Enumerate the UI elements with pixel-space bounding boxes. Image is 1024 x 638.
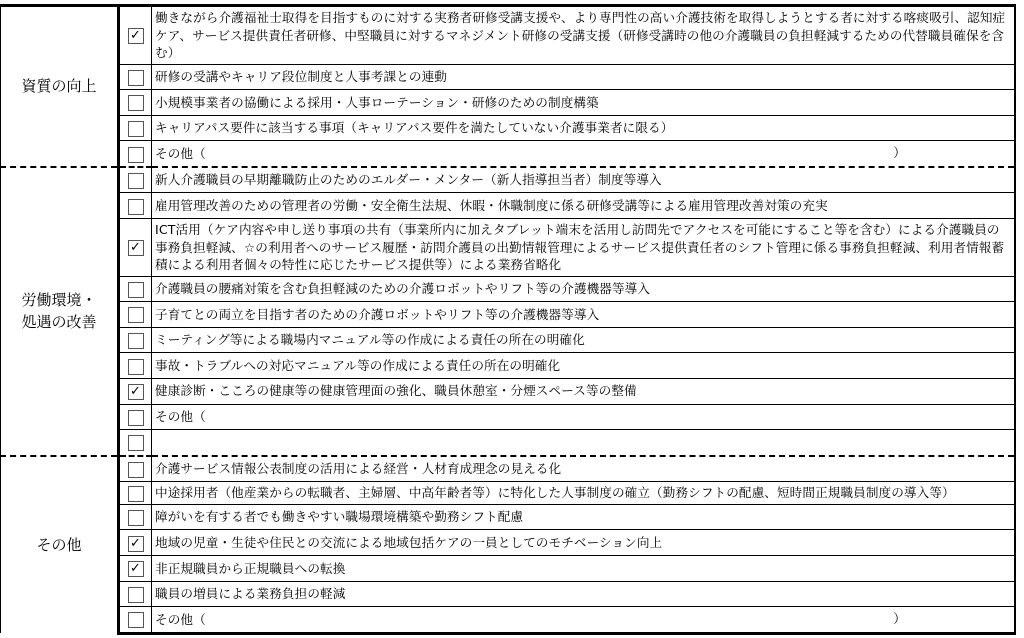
checklist-row	[1, 327, 1016, 353]
check-mark-icon	[128, 70, 144, 86]
checkbox[interactable]	[119, 167, 152, 193]
item-text: キャリアパス要件に該当する事項（キャリアパス要件を満たしていない介護事業者に限る）	[152, 115, 1016, 141]
item-text: ミーティング等による職場内マニュアル等の作成による責任の所在の明確化	[152, 327, 1016, 353]
category-label-line: 労働環境・	[21, 291, 97, 310]
checkbox[interactable]	[119, 6, 152, 65]
checklist-row	[1, 430, 1016, 456]
checklist-row	[1, 556, 1016, 582]
category-label: 資質の向上	[1, 6, 119, 167]
checklist-row	[1, 141, 1016, 167]
category-label-line: 処遇の改善	[21, 313, 97, 332]
checkbox[interactable]	[119, 504, 152, 530]
checklist-row	[1, 193, 1016, 219]
checklist-row	[1, 219, 1016, 277]
item-text: 職員の増員による業務負担の軽減	[152, 581, 1016, 607]
item-text: 小規模事業者の協働による採用・人事ローテーション・研修のための制度構築	[152, 90, 1016, 116]
checklist-row	[1, 581, 1016, 607]
checklist-row	[1, 482, 1016, 505]
item-text: 事故・トラブルへの対応マニュアル等の作成による責任の所在の明確化	[152, 353, 1016, 379]
checklist-row	[1, 530, 1016, 556]
check-mark-icon	[128, 333, 144, 349]
check-mark-icon	[128, 510, 144, 526]
checklist-table	[0, 4, 1016, 635]
check-mark-icon: ✓	[128, 28, 144, 44]
checkbox[interactable]	[119, 193, 152, 219]
checklist-row	[1, 115, 1016, 141]
checkbox[interactable]	[119, 482, 152, 505]
checkbox[interactable]	[119, 556, 152, 582]
checkbox[interactable]	[119, 302, 152, 328]
check-mark-icon	[128, 121, 144, 137]
other-item[interactable]	[152, 141, 1016, 167]
item-text: 非正規職員から正規職員への転換	[152, 556, 1016, 582]
other-item[interactable]	[152, 430, 1016, 456]
checkbox[interactable]	[119, 378, 152, 404]
item-text: その他（	[152, 404, 1016, 430]
checkbox[interactable]	[119, 141, 152, 167]
other-close-paren: ）	[893, 611, 906, 627]
item-text: 障がいを有する者でも働きやすい職場環境構築や勤務シフト配慮	[152, 504, 1016, 530]
check-mark-icon	[128, 173, 144, 189]
check-mark-icon	[128, 612, 144, 628]
checklist-row	[1, 607, 1016, 634]
check-mark-icon	[128, 359, 144, 375]
other-open: その他（	[155, 145, 206, 161]
other-close-paren: ）	[893, 145, 906, 161]
checklist-row	[1, 456, 1016, 482]
item-text: 雇用管理改善のための管理者の労働・安全衛生法規、休暇・休職制度に係る研修受講等による雇用管理改善対策の充実	[152, 193, 1016, 219]
checkbox[interactable]	[119, 353, 152, 379]
item-text: 中途採用者（他産業からの転職者、主婦層、中高年齢者等）に特化した人事制度の確立（勤務シフトの配慮、短時間正規職員制度の導入等）	[152, 482, 1016, 505]
checkbox[interactable]	[119, 607, 152, 634]
checkbox[interactable]	[119, 456, 152, 482]
check-mark-icon	[128, 95, 144, 111]
checkbox[interactable]	[119, 404, 152, 430]
check-mark-icon	[128, 410, 144, 426]
checkbox[interactable]	[119, 219, 152, 277]
check-mark-icon: ✓	[128, 561, 144, 577]
checkbox[interactable]	[119, 530, 152, 556]
item-text: 新人介護職員の早期離職防止のためのエルダー・メンター（新人指導担当者）制度等導入	[152, 167, 1016, 193]
item-text: ICT活用（ケア内容や申し送り事項の共有（事業所内に加えタブレット端末を活用し訪問先でアクセスを可能にすること等を含む）による介護職員の事務負担軽減、☆の利用者へのサービス履歴・訪問介護員の出勤情報管理によるサービス提供責任者のシフト管理に係る事務負担軽減、利用者情報蓄積による利用者個々の特性に応じたサービス提供等）による業務省略化	[152, 219, 1016, 277]
item-text: 地域の児童・生徒や住民との交流による地域包括ケアの一員としてのモチベーション向上	[152, 530, 1016, 556]
category-label	[1, 167, 119, 456]
other-open: その他（	[155, 611, 206, 627]
checklist-row	[1, 90, 1016, 116]
check-mark-icon	[128, 307, 144, 323]
item-text: 子育てとの両立を目指す者のための介護ロボットやリフト等の介護機器等導入	[152, 302, 1016, 328]
check-mark-icon	[128, 147, 144, 163]
item-text: 介護職員の腰痛対策を含む負担軽減のための介護ロボットやリフト等の介護機器等導入	[152, 276, 1016, 302]
checklist-row	[1, 404, 1016, 430]
checkbox[interactable]	[119, 276, 152, 302]
check-mark-icon	[128, 282, 144, 298]
checkbox[interactable]	[119, 64, 152, 90]
item-text: 働きながら介護福祉士取得を目指すものに対する実務者研修受講支援や、より専門性の高い介護技術を取得しようとする者に対する喀痰吸引、認知症ケア、サービス提供責任者研修、中堅職員に対するマネジメント研修の受講支援（研修受講時の他の介護職員の負担軽減するための代替職員確保を含む）	[152, 6, 1016, 65]
check-mark-icon: ✓	[128, 384, 144, 400]
checklist-row	[1, 276, 1016, 302]
checklist-row	[1, 167, 1016, 193]
check-mark-icon	[128, 435, 144, 451]
check-mark-icon	[128, 199, 144, 215]
item-text: 介護サービス情報公表制度の活用による経営・人材育成理念の見える化	[152, 456, 1016, 482]
checkbox[interactable]	[119, 430, 152, 456]
checklist-row	[1, 64, 1016, 90]
check-mark-icon: ✓	[128, 240, 144, 256]
check-mark-icon	[128, 587, 144, 603]
checkbox[interactable]	[119, 90, 152, 116]
checklist-row	[1, 302, 1016, 328]
category-label: その他	[1, 456, 119, 634]
item-text: 研修の受講やキャリア段位制度と人事考課との連動	[152, 64, 1016, 90]
checklist-row	[1, 6, 1016, 65]
check-mark-icon	[128, 486, 144, 502]
check-mark-icon: ✓	[128, 536, 144, 552]
check-mark-icon	[128, 462, 144, 478]
item-text: 健康診断・こころの健康等の健康管理面の強化、職員休憩室・分煙スペース等の整備	[152, 378, 1016, 404]
checkbox[interactable]	[119, 327, 152, 353]
checkbox[interactable]	[119, 581, 152, 607]
checklist-row	[1, 353, 1016, 379]
checklist-row	[1, 504, 1016, 530]
checkbox[interactable]	[119, 115, 152, 141]
checklist-row	[1, 378, 1016, 404]
other-item[interactable]	[152, 607, 1016, 634]
